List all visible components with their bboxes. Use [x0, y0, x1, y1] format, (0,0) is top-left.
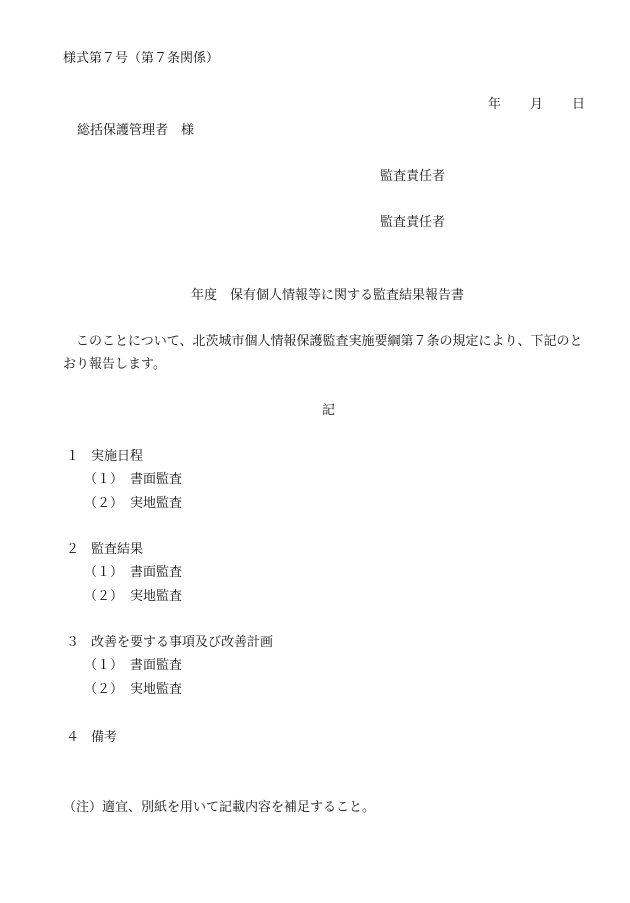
section-number: ２ — [66, 542, 80, 557]
date-line — [488, 98, 585, 111]
section-title: 備考 — [91, 730, 118, 745]
sub-item-label: 書面監査 — [130, 658, 183, 673]
sub-item-number: （２） — [84, 682, 124, 697]
sub-item-number: （２） — [84, 496, 124, 511]
sub-item-label: 実地監査 — [130, 496, 183, 511]
section-number: ３ — [66, 635, 80, 650]
sub-item-label: 書面監査 — [130, 565, 183, 580]
section-number: ４ — [66, 730, 80, 745]
sub-item-label: 実地監査 — [130, 682, 183, 697]
addressee: 総括保護管理者 様 — [77, 123, 195, 138]
section-heading — [66, 636, 273, 649]
auditor-label: 監査責任者 — [380, 169, 446, 184]
section-title: 実施日程 — [91, 449, 144, 464]
date-year-label: 年 — [488, 97, 502, 112]
section-heading — [66, 731, 117, 744]
sub-item — [84, 497, 182, 510]
sub-item — [84, 659, 182, 672]
sub-item-number: （２） — [84, 589, 124, 604]
form-number: 様式第７号（第７条関係） — [63, 51, 220, 66]
sub-item-number: （１） — [84, 472, 124, 487]
sub-item-label: 実地監査 — [130, 589, 183, 604]
section-title: 改善を要する事項及び改善計画 — [91, 635, 274, 650]
sub-item — [84, 566, 182, 579]
footnote: （注）適宜、別紙を用いて記載内容を補足すること。 — [63, 800, 376, 815]
sub-item — [84, 473, 182, 486]
sub-item-number: （１） — [84, 658, 124, 673]
body-paragraph: このことについて、北茨城市個人情報保護監査実施要綱第７条の規定により、下記のとおり報告します。 — [63, 334, 583, 372]
date-day-label: 日 — [572, 97, 586, 112]
section-heading — [66, 450, 143, 463]
section-number: １ — [66, 449, 80, 464]
sub-item-label: 書面監査 — [130, 472, 183, 487]
sub-item-number: （１） — [84, 565, 124, 580]
section-title: 監査結果 — [91, 542, 144, 557]
ki-heading: 記 — [322, 403, 336, 418]
sub-item — [84, 683, 182, 696]
section-heading — [66, 543, 143, 556]
sub-item — [84, 590, 182, 603]
report-title: 年度 保有個人情報等に関する監査結果報告書 — [191, 288, 465, 303]
date-month-label: 月 — [530, 97, 544, 112]
auditor-label: 監査責任者 — [380, 215, 446, 230]
